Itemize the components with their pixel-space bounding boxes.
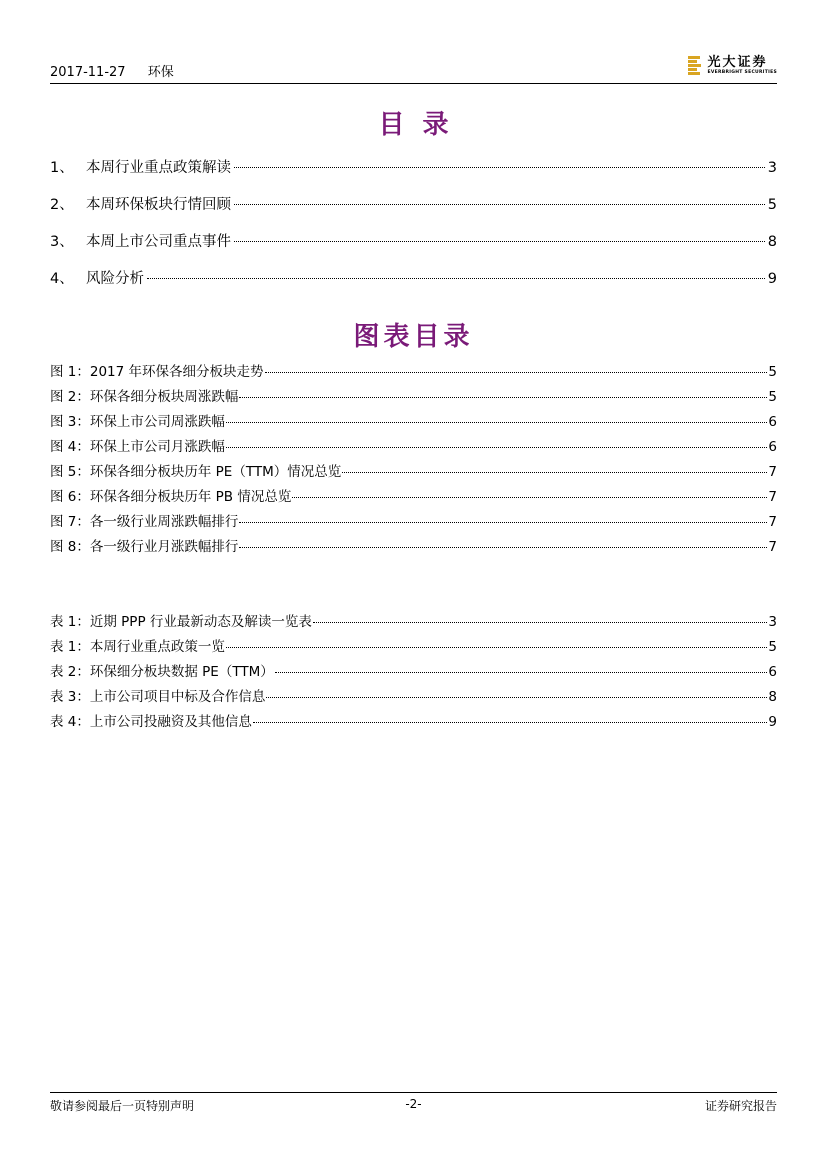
figure-entry[interactable]	[50, 535, 777, 560]
figure-entry-page: 6	[768, 439, 777, 455]
header-divider	[50, 83, 777, 84]
figure-entry-label: 图 2：环保各细分板块周涨跌幅	[50, 389, 239, 405]
table-entry[interactable]	[50, 660, 777, 685]
figure-entry[interactable]	[50, 435, 777, 460]
disclaimer-note: 敬请参阅最后一页特别声明	[50, 1099, 195, 1113]
figure-entry[interactable]	[50, 410, 777, 435]
report-type: 证券研究报告	[704, 1099, 777, 1113]
figure-entry[interactable]	[50, 360, 777, 385]
table-entry-label: 表 4：上市公司投融资及其他信息	[50, 714, 252, 730]
toc-item[interactable]	[50, 267, 777, 304]
logo-mark-icon	[688, 56, 702, 76]
dot-leader	[226, 647, 768, 648]
figure-entry-label: 图 8：各一级行业月涨跌幅排行	[50, 539, 239, 555]
logo-en-text: EVERBRIGHT SECURITIES	[707, 70, 777, 76]
table-entry-page: 5	[768, 639, 777, 655]
company-logo	[688, 54, 777, 78]
figure-entry[interactable]	[50, 460, 777, 485]
toc-item[interactable]	[50, 193, 777, 230]
table-entry[interactable]	[50, 610, 777, 635]
header-date: 2017-11-27	[50, 65, 126, 80]
figure-entry[interactable]	[50, 485, 777, 510]
page-header	[50, 56, 777, 84]
dot-leader	[292, 497, 767, 498]
figures-title: 图表目录	[353, 322, 474, 352]
toc-item-label: 本周上市公司重点事件	[86, 234, 231, 250]
dot-leader	[275, 672, 768, 673]
toc-list	[50, 156, 777, 304]
page-footer	[50, 1092, 777, 1121]
toc-item-number: 4、	[50, 271, 74, 287]
table-entry-label: 表 1：近期 PPP 行业最新动态及解读一览表	[50, 614, 312, 630]
dot-leader	[239, 547, 767, 548]
figure-entry-page: 7	[768, 464, 777, 480]
figure-list	[50, 360, 777, 560]
figure-entry[interactable]	[50, 385, 777, 410]
figure-entry-page: 5	[768, 364, 777, 380]
dot-leader	[239, 522, 767, 523]
table-entry-label: 表 1：本周行业重点政策一览	[50, 639, 225, 655]
toc-item-page: 5	[767, 197, 777, 213]
table-list	[50, 610, 777, 735]
dot-leader	[313, 622, 768, 623]
table-entry-label: 表 3：上市公司项目中标及合作信息	[50, 689, 266, 705]
figure-entry-page: 6	[768, 414, 777, 430]
toc-item-page: 9	[767, 271, 777, 287]
toc-item-page: 8	[767, 234, 777, 250]
dot-leader	[234, 204, 765, 205]
table-entry[interactable]	[50, 685, 777, 710]
dot-leader	[265, 372, 768, 373]
table-entry-page: 9	[768, 714, 777, 730]
figure-entry-page: 7	[768, 514, 777, 530]
logo-cn-text: 光大证券	[707, 55, 768, 71]
dot-leader	[342, 472, 767, 473]
toc-item[interactable]	[50, 230, 777, 267]
table-entry[interactable]	[50, 710, 777, 735]
figure-entry-label: 图 7：各一级行业周涨跌幅排行	[50, 514, 239, 530]
toc-item-number: 2、	[50, 197, 74, 213]
toc-item-number: 1、	[50, 160, 74, 176]
table-entry-label: 表 2：环保细分板块数据 PE（TTM）	[50, 664, 274, 680]
dot-leader	[234, 167, 765, 168]
header-meta	[50, 61, 192, 80]
toc-title: 目录	[378, 110, 467, 140]
table-entry-page: 8	[768, 689, 777, 705]
figure-entry-label: 图 4：环保上市公司月涨跌幅	[50, 439, 225, 455]
dot-leader	[239, 397, 767, 398]
figure-entry-page: 7	[768, 539, 777, 555]
dot-leader	[253, 722, 768, 723]
toc-item[interactable]	[50, 156, 777, 193]
dot-leader	[234, 241, 765, 242]
toc-item-label: 风险分析	[86, 271, 144, 287]
toc-item-label: 本周环保板块行情回顾	[86, 197, 231, 213]
dot-leader	[147, 278, 765, 279]
figure-entry-label: 图 3：环保上市公司周涨跌幅	[50, 414, 225, 430]
figure-entry-page: 5	[768, 389, 777, 405]
table-entry-page: 6	[768, 664, 777, 680]
dot-leader	[226, 422, 768, 423]
table-entry-page: 3	[768, 614, 777, 630]
dot-leader	[226, 447, 768, 448]
header-category: 环保	[147, 65, 174, 80]
page-number: -2-	[405, 1097, 422, 1111]
toc-item-number: 3、	[50, 234, 74, 250]
figure-entry-label: 图 6：环保各细分板块历年 PB 情况总览	[50, 489, 292, 505]
figure-entry[interactable]	[50, 510, 777, 535]
dot-leader	[266, 697, 767, 698]
figure-entry-label: 图 1：2017 年环保各细分板块走势	[50, 364, 264, 380]
toc-item-label: 本周行业重点政策解读	[86, 160, 231, 176]
toc-item-page: 3	[767, 160, 777, 176]
figure-entry-page: 7	[768, 489, 777, 505]
figure-entry-label: 图 5：环保各细分板块历年 PE（TTM）情况总览	[50, 464, 342, 480]
table-entry[interactable]	[50, 635, 777, 660]
